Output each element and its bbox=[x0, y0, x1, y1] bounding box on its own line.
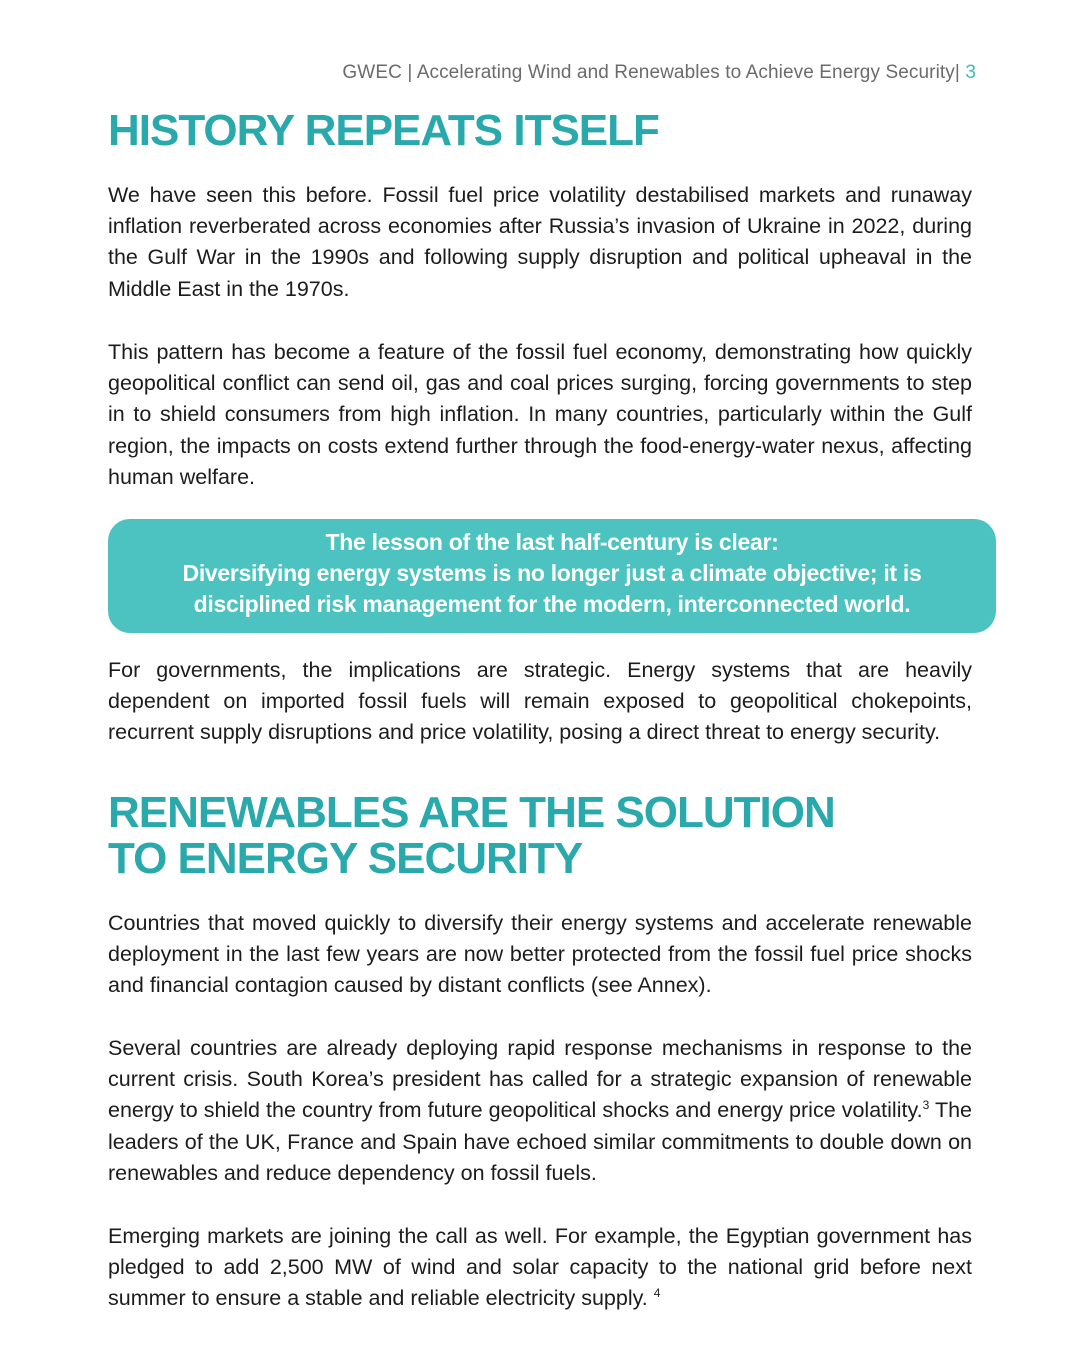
paragraph-history-1: We have seen this before. Fossil fuel price volatility destabilised markets and runaway inflation reverberated across economies after Russia’s invasion of Ukraine in 2022, during the Gulf War in the 1990s and following supply disruption and political upheaval in the Middle East in the 1970s. bbox=[108, 183, 972, 301]
section-title-renewables bbox=[108, 790, 835, 882]
paragraph-renewables-1: Countries that moved quickly to diversify their energy systems and accelerate renewable deployment in the last few years are now better protected from the fossil fuel price shocks and financial contagion caused by distant conflicts (see Annex). bbox=[108, 911, 972, 998]
footnote-ref-4[interactable]: 4 bbox=[653, 1286, 661, 1301]
header-org: GWEC bbox=[342, 62, 402, 83]
section-title-line-2: TO ENERGY SECURITY bbox=[108, 834, 583, 883]
paragraph-renewables-2 bbox=[108, 1033, 972, 1189]
page-number: 3 bbox=[965, 62, 976, 83]
header-separator: | bbox=[407, 62, 413, 83]
paragraph-text-cont: The leaders of the UK, France and Spain have echoed similar commitments to double down on renewables and reduce dependency on fossil fuels. bbox=[108, 1098, 972, 1185]
running-header bbox=[342, 62, 976, 84]
header-doc-title: Accelerating Wind and Renewables to Achieve Energy Security bbox=[416, 62, 955, 83]
paragraph-text: Emerging markets are joining the call as well. For example, the Egyptian government has pledged to add 2,500 MW of wind and solar capacity to the national grid before next summer to ensure a stable and reliable electricity supply. bbox=[108, 1224, 972, 1311]
paragraph-history-2: This pattern has become a feature of the fossil fuel economy, demonstrating how quickly geopolitical conflict can send oil, gas and coal prices surging, forcing governments to step in to shield consumers from high inflation. In many countries, particularly within the Gulf region, the impacts on costs extend further through the food-energy-water nexus, affecting human welfare. bbox=[108, 340, 972, 489]
paragraph-text: Several countries are already deploying rapid response mechanisms in response to the current crisis. South Korea’s president has called for a strategic expansion of renewable energy to shield the country from future geopolitical shocks and energy price volatility. bbox=[108, 1036, 972, 1123]
section-title-history: HISTORY REPEATS ITSELF bbox=[108, 106, 659, 155]
header-separator-2: | bbox=[954, 62, 960, 83]
section-title-line-1: RENEWABLES ARE THE SOLUTION bbox=[108, 788, 835, 837]
callout-line-3: disciplined risk management for the modern, interconnected world. bbox=[193, 591, 911, 617]
callout-box bbox=[108, 519, 996, 633]
paragraph-implications: For governments, the implications are strategic. Energy systems that are heavily dependent on imported fossil fuels will remain exposed to geopolitical chokepoints, recurrent supply disruptions and price volatility, posing a direct threat to energy security. bbox=[108, 658, 972, 745]
callout-line-2: Diversifying energy systems is no longer just a climate objective; it is bbox=[182, 560, 922, 586]
callout-line-1: The lesson of the last half-century is clear: bbox=[325, 529, 779, 555]
paragraph-renewables-3 bbox=[108, 1221, 972, 1315]
footnote-ref-3[interactable]: 3 bbox=[922, 1098, 930, 1113]
